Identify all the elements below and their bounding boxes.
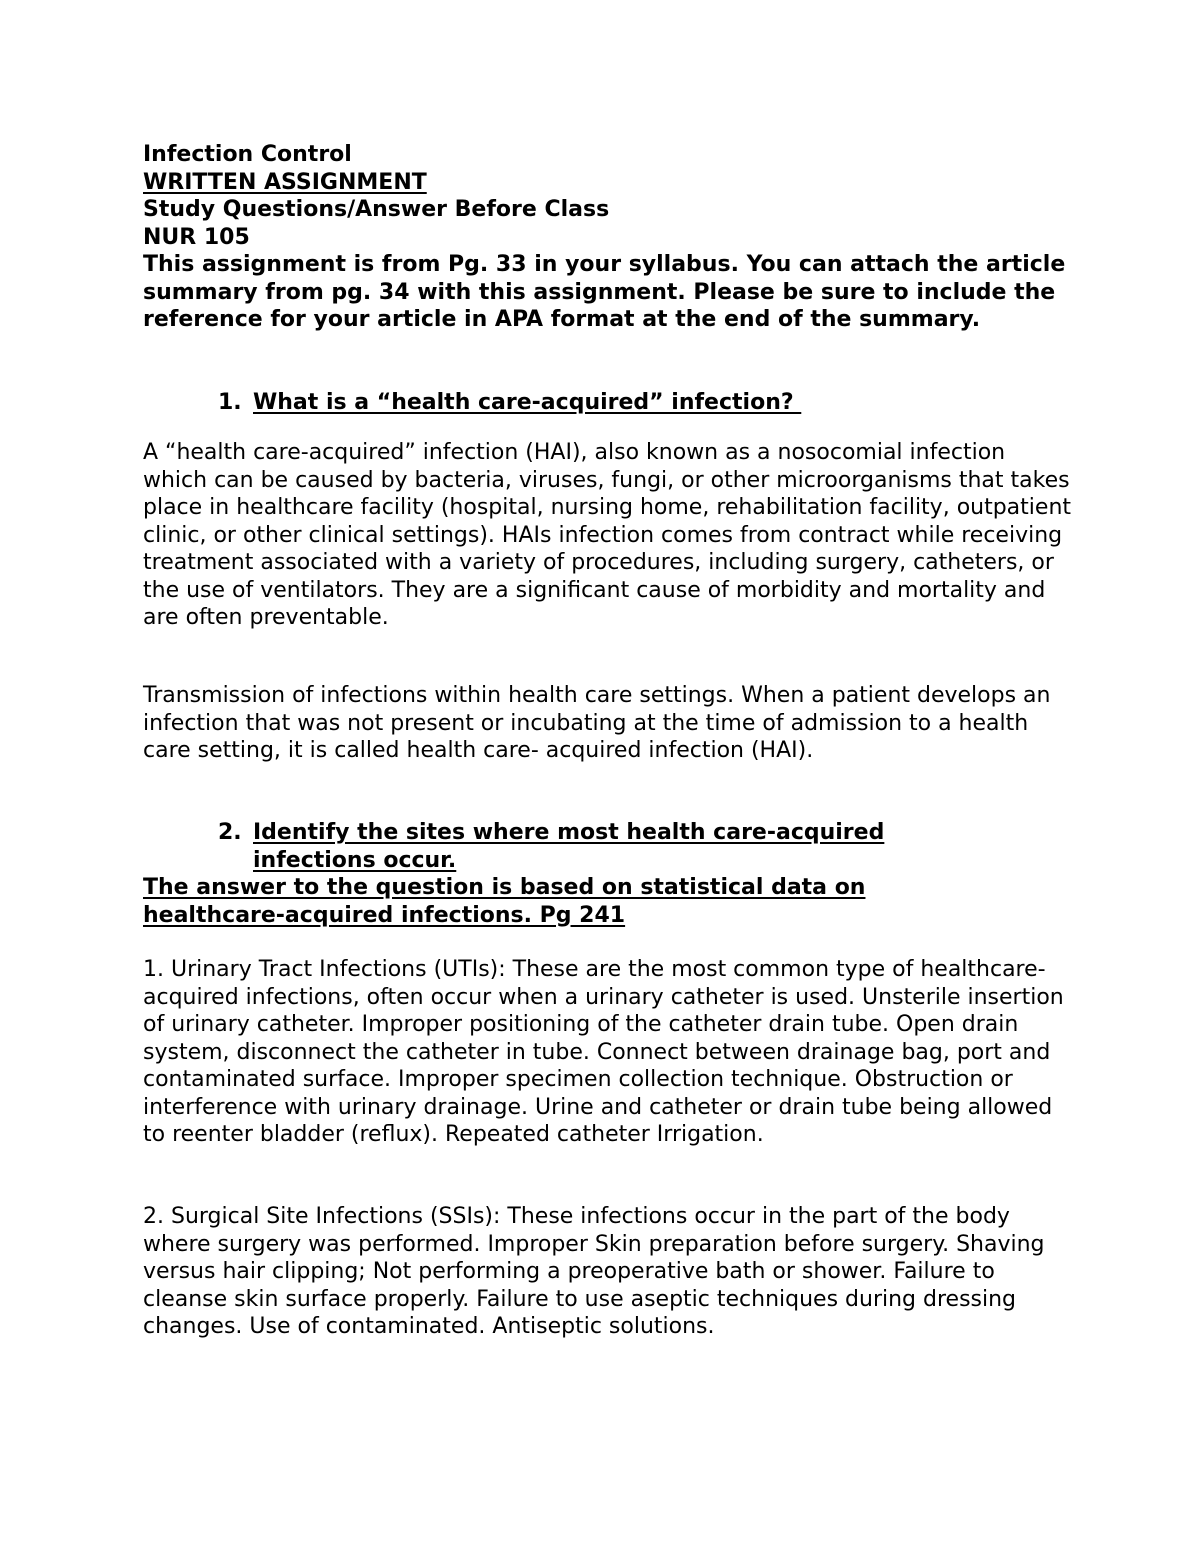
- question-2-answer-intro: [143, 874, 933, 929]
- course-code: NUR 105: [143, 224, 250, 250]
- document-subtitle: Study Questions/Answer Before Class: [143, 197, 610, 222]
- question-2-answer-intro-text: The answer to the question is based on statistical data on healthcare-acquired infections. Pg 241: [143, 875, 866, 928]
- question-1-answer-paragraph-1: A “health care-acquired” infection (HAI), also known as a nosocomial infection which can be caused by bacteria, viruses, fungi, or other microorganisms that takes place in healthcare facility (hospital, nursing home, rehabilitation facility, outpatient clinic, or other clinical settings). HAIs infection comes from contract while receiving treatment associated with a variety of procedures, including surgery, catheters, or the use of ventilators. They are a significant cause of morbidity and mortality and are often preventable.: [143, 440, 1072, 630]
- document-title: Infection Control: [143, 142, 352, 167]
- question-1-text: What is a “health care-acquired” infection?: [253, 390, 802, 415]
- question-1-answer-paragraph-2: Transmission of infections within health care settings. When a patient develops an infection that was not present or incubating at the time of admission to a health care setting, it is called health care- acquired infection (HAI).: [143, 683, 1051, 763]
- question-1-number: 1.: [218, 390, 242, 415]
- question-2-number: 2.: [218, 820, 242, 845]
- assignment-instructions: This assignment is from Pg. 33 in your syllabus. You can attach the article summary from pg. 34 with this assignment. Please be sure to include the reference for your article in APA format at the end of the summary.: [143, 252, 1066, 332]
- question-2-item-2: 2. Surgical Site Infections (SSIs): These infections occur in the part of the body where surgery was performed. Improper Skin preparation before surgery. Shaving versus hair clipping; Not performing a preoperative bath or shower. Failure to cleanse skin surface properly. Failure to use aseptic techniques during dressing changes. Use of contaminated. Antiseptic solutions.: [143, 1204, 1045, 1339]
- assignment-type-text: WRITTEN ASSIGNMENT: [143, 169, 427, 195]
- question-2-text: Identify the sites where most health care-acquired infections occur.: [253, 820, 885, 873]
- question-2-item-1: 1. Urinary Tract Infections (UTIs): These are the most common type of healthcare-acquired infections, often occur when a urinary catheter is used. Unsterile insertion of urinary catheter. Improper positioning of the catheter drain tube. Open drain system, disconnect the catheter in tube. Connect between drainage bag, port and contaminated surface. Improper specimen collection technique. Obstruction or interference with urinary drainage. Urine and catheter or drain tube being allowed to reenter bladder (reflux). Repeated catheter Irrigation.: [143, 957, 1064, 1147]
- assignment-type: [143, 169, 1073, 197]
